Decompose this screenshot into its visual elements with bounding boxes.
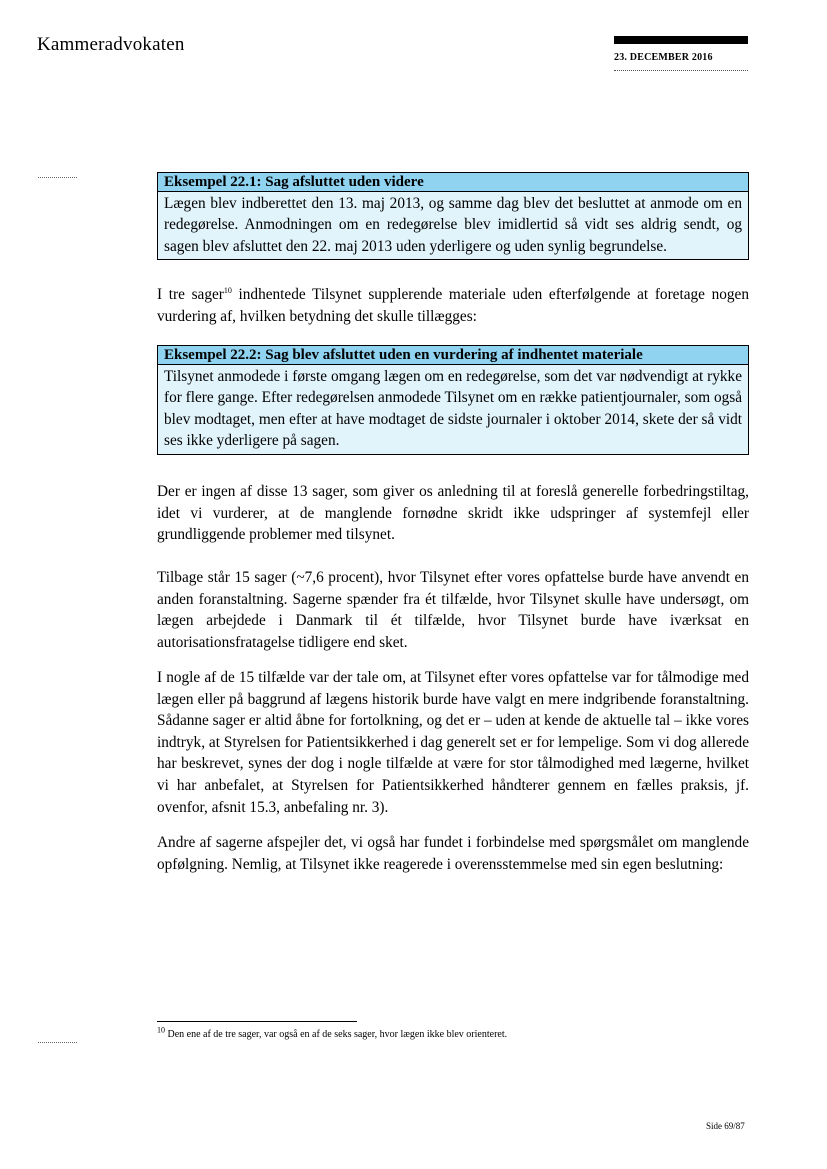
paragraph: Andre af sagerne afspejler det, vi også har fundet i forbindelse med spørgsmålet om manglende opfølgning. Nemlig, at Tilsynet ikke reagerede i overensstemmelse med sin egen beslutning: (157, 834, 749, 873)
header-date: 23. DECEMBER 2016 (614, 52, 713, 63)
example-body: Tilsynet anmodede i første omgang lægen om en redegørelse, som det var nødvendigt at rykke for flere gange. Efter redegørelsen anmodede Tilsynet om en række patientjournaler, som også blev modtaget, men efter at have modtaget de sidste journaler i oktober 2014, skete der så vidt ses ikke yderligere på sagen. (158, 365, 748, 454)
margin-marker-top (38, 177, 77, 178)
paragraph-text: indhentede Tilsynet supplerende materiale uden efterfølgende at foretage nogen vurdering af, hvilken betydning det skulle tillægges: (157, 286, 749, 325)
footnote-ref[interactable]: 10 (223, 285, 232, 295)
example-box-22-2 (157, 345, 749, 455)
header-bar (614, 36, 748, 44)
footnote-number: 10 (157, 1025, 165, 1035)
example-title: Eksempel 22.2: Sag blev afsluttet uden en vurdering af indhentet materiale (158, 346, 748, 365)
header-date-rule (614, 70, 748, 71)
footnote-rule (157, 1021, 357, 1022)
paragraph (157, 284, 749, 327)
example-title: Eksempel 22.1: Sag afsluttet uden videre (158, 173, 748, 192)
brand-logo-text: Kammeradvokaten (37, 34, 185, 55)
footnote (157, 1025, 749, 1040)
margin-marker-bottom (38, 1042, 77, 1043)
paragraph: Tilbage står 15 sager (~7,6 procent), hvor Tilsynet efter vores opfattelse burde have anvendt en anden foranstaltning. Sagerne spænder fra ét tilfælde, hvor Tilsynet skulle have undersøgt, om lægen arbejdede i Danmark til ét tilfælde, hvor Tilsynet burde have iværksat en autorisationsfratagelse tidligere end sket. (157, 569, 749, 651)
footnote-text: Den ene af de tre sager, var også en af de seks sager, hvor lægen ikke blev orienteret. (165, 1029, 508, 1040)
paragraph-text: I tre sager (157, 286, 224, 303)
paragraph: Der er ingen af disse 13 sager, som giver os anledning til at foreslå generelle forbedringstiltag, idet vi vurderer, at de manglende fornødne skridt ikke udspringer af systemfejl eller grundliggende problemer med tilsynet. (157, 483, 749, 544)
example-body: Lægen blev indberettet den 13. maj 2013, og samme dag blev det besluttet at anmode om en redegørelse. Anmodningen om en redegørelse blev imidlertid så vidt ses aldrig sendt, og sagen blev afsluttet den 22. maj 2013 uden yderligere og uden synlig begrundelse. (158, 192, 748, 259)
paragraph: I nogle af de 15 tilfælde var der tale om, at Tilsynet efter vores opfattelse var for tålmodige med lægen eller på baggrund af lægens historik burde have valgt en mere indgribende foranstaltning. Sådanne sager er altid åbne for fortolkning, og det er – uden at kende de aktuelle tal – ikke vores indtryk, at Styrelsen for Patientsikkerhed i dag generelt set er for lempelige. Som vi dog allerede har beskrevet, synes der dog i nogle tilfælde at være for stor tålmodighed med lægerne, hvilket vi har anbefalet, at Styrelsen for Patientsikkerhed håndterer gennem en fælles praksis, jf. ovenfor, afsnit 15.3, anbefaling nr. 3). (157, 669, 749, 816)
page-number: Side 69/87 (706, 1121, 745, 1131)
example-box-22-1 (157, 172, 749, 260)
